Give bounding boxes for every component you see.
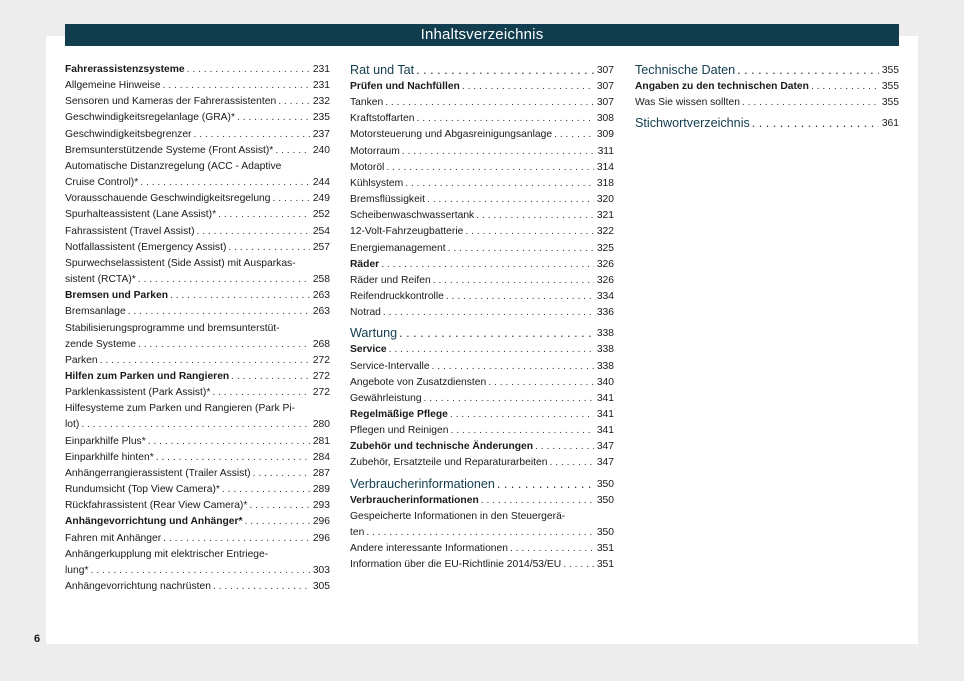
toc-page-number: 284 bbox=[312, 451, 330, 463]
toc-page-number: 240 bbox=[312, 144, 330, 156]
toc-entry[interactable] bbox=[350, 144, 614, 160]
toc-entry[interactable] bbox=[350, 455, 614, 471]
toc-page-number: 258 bbox=[312, 274, 330, 286]
toc-chapter[interactable] bbox=[350, 325, 614, 342]
dot-leader bbox=[476, 208, 594, 224]
toc-entry-title: Fahren mit Anhänger bbox=[65, 532, 162, 544]
dot-leader bbox=[128, 304, 310, 320]
toc-entry-title: Kraftstoffarten bbox=[350, 113, 415, 125]
toc-entry-title: Stichwortverzeichnis bbox=[635, 116, 750, 131]
dot-leader bbox=[389, 342, 594, 358]
toc-entry[interactable] bbox=[350, 192, 614, 208]
dot-leader bbox=[222, 482, 310, 498]
dot-leader bbox=[737, 62, 879, 79]
toc-entry-title: Motorraum bbox=[350, 145, 400, 157]
dot-leader bbox=[432, 359, 594, 375]
toc-entry[interactable] bbox=[350, 208, 614, 224]
toc-entry[interactable] bbox=[350, 391, 614, 407]
toc-page-number: 341 bbox=[596, 408, 614, 420]
toc-entry-title: Parken bbox=[65, 354, 98, 366]
toc-page-number: 252 bbox=[312, 209, 330, 221]
toc-entry[interactable] bbox=[65, 62, 330, 78]
dot-leader bbox=[245, 514, 310, 530]
toc-page-number: 350 bbox=[596, 478, 614, 490]
toc-page-number: 281 bbox=[312, 435, 330, 447]
toc-page-number: 325 bbox=[596, 242, 614, 254]
dot-leader bbox=[554, 127, 594, 143]
toc-entry[interactable] bbox=[65, 514, 330, 530]
toc-entry-title: Rundumsicht (Top View Camera)* bbox=[65, 484, 220, 496]
dot-leader bbox=[399, 325, 594, 342]
toc-page-number: 347 bbox=[596, 457, 614, 469]
toc-entry[interactable] bbox=[65, 482, 330, 498]
toc-page-number: 334 bbox=[596, 291, 614, 303]
toc-page-number: 347 bbox=[596, 441, 614, 453]
toc-entry-title: Hilfen zum Parken und Rangieren bbox=[65, 370, 230, 382]
toc-entry[interactable] bbox=[350, 95, 614, 111]
dot-leader bbox=[170, 288, 310, 304]
toc-page-number: 263 bbox=[312, 306, 330, 318]
dot-leader bbox=[163, 531, 310, 547]
toc-entry-title: Reifendruckkontrolle bbox=[350, 291, 444, 303]
dot-leader bbox=[278, 94, 310, 110]
toc-page-number: 249 bbox=[312, 193, 330, 205]
dot-leader bbox=[448, 241, 594, 257]
toc-column-1 bbox=[65, 62, 330, 595]
toc-entry-title: Angaben zu den technischen Daten bbox=[635, 81, 809, 92]
toc-entry-title: Parklenkassistent (Park Assist)* bbox=[65, 387, 211, 399]
toc-entry[interactable] bbox=[350, 111, 614, 127]
toc-page-number: 287 bbox=[312, 467, 330, 479]
dot-leader bbox=[450, 407, 594, 423]
dot-leader bbox=[231, 369, 310, 385]
toc-entry[interactable] bbox=[65, 450, 330, 466]
toc-entry[interactable] bbox=[65, 207, 330, 223]
toc-page-number: 308 bbox=[596, 113, 614, 125]
dot-leader bbox=[90, 563, 310, 579]
toc-entry-title: lot) bbox=[65, 419, 80, 431]
toc-entry[interactable] bbox=[65, 110, 330, 126]
toc-entry[interactable] bbox=[635, 79, 899, 95]
toc-entry[interactable] bbox=[65, 288, 330, 304]
toc-entry[interactable] bbox=[65, 94, 330, 110]
dot-leader bbox=[417, 111, 595, 127]
toc-entry[interactable] bbox=[350, 257, 614, 273]
toc-page-number: 268 bbox=[312, 338, 330, 350]
toc-entry-line: Stabilisierungsprogramme und bremsunterstüt- bbox=[65, 322, 280, 334]
toc-page-number: 338 bbox=[596, 344, 614, 356]
toc-entry-title: Allgemeine Hinweise bbox=[65, 80, 161, 92]
toc-entry-line: Hilfesysteme zum Parken und Rangieren (Park Pi- bbox=[65, 403, 296, 415]
dot-leader bbox=[148, 434, 310, 450]
dot-leader bbox=[187, 62, 310, 78]
toc-page-number: 307 bbox=[596, 81, 614, 92]
toc-chapter[interactable] bbox=[635, 62, 899, 79]
toc-entry[interactable] bbox=[65, 272, 330, 288]
toc-entry-title: Wartung bbox=[350, 326, 398, 341]
toc-entry[interactable] bbox=[350, 359, 614, 375]
toc-entry-title: Bremsanlage bbox=[65, 306, 126, 318]
toc-entry-title: Räder und Reifen bbox=[350, 274, 431, 286]
toc-entry-title: Zubehör und technische Änderungen bbox=[350, 441, 534, 453]
toc-page-number: 351 bbox=[596, 559, 614, 571]
page-title: Inhaltsverzeichnis bbox=[65, 24, 899, 46]
toc-entry-title: Rat und Tat bbox=[350, 63, 415, 77]
dot-leader bbox=[386, 160, 594, 176]
toc-entry-title: Verbraucherinformationen bbox=[350, 494, 479, 506]
toc-entry-title: Gewährleistung bbox=[350, 392, 422, 404]
toc-entry[interactable] bbox=[350, 160, 614, 176]
toc-page-number: 296 bbox=[312, 516, 330, 528]
dot-leader bbox=[140, 175, 310, 191]
toc-page-number: 341 bbox=[596, 392, 614, 404]
toc-entry-title: Regelmäßige Pflege bbox=[350, 408, 448, 420]
toc-entry[interactable] bbox=[350, 305, 614, 321]
toc-entry[interactable] bbox=[350, 273, 614, 289]
toc-page-number: 326 bbox=[596, 274, 614, 286]
toc-entry-title: Notfallassistent (Emergency Assist) bbox=[65, 241, 227, 253]
toc-entry-title: Bremsen und Parken bbox=[65, 290, 169, 302]
dot-leader bbox=[497, 476, 594, 493]
toc-entry-title: Geschwindigkeitsbegrenzer bbox=[65, 128, 192, 140]
toc-entry-title: Fahrerassistenzsysteme bbox=[65, 64, 185, 75]
toc-page-number: 361 bbox=[881, 118, 899, 130]
toc-page-number: 355 bbox=[881, 65, 899, 76]
toc-page-number: 307 bbox=[596, 97, 614, 109]
toc-entry-title: lung* bbox=[65, 564, 89, 576]
toc-entry[interactable] bbox=[65, 127, 330, 143]
toc-entry-title: Angebote von Zusatzdiensten bbox=[350, 376, 487, 388]
toc-page-number: 244 bbox=[312, 177, 330, 189]
dot-leader bbox=[427, 192, 594, 208]
toc-entry-title: Technische Daten bbox=[635, 63, 736, 77]
toc-entry-title: Pflegen und Reinigen bbox=[350, 425, 449, 437]
toc-entry-title: Information über die EU-Richtlinie 2014/53/EU bbox=[350, 559, 562, 571]
toc-entry-title: Verbraucherinformationen bbox=[350, 476, 495, 491]
dot-leader bbox=[405, 176, 594, 192]
toc-entry-title: Anhängevorrichtung und Anhänger* bbox=[65, 516, 243, 528]
toc-page-number: 326 bbox=[596, 258, 614, 270]
toc-chapter[interactable] bbox=[350, 476, 614, 493]
dot-leader bbox=[510, 541, 594, 557]
toc-page-number: 293 bbox=[312, 500, 330, 512]
toc-entry-title: Einparkhilfe Plus* bbox=[65, 435, 146, 447]
toc-entry-title: Was Sie wissen sollten bbox=[635, 97, 740, 109]
toc-entry[interactable] bbox=[65, 175, 330, 191]
toc-entry-title: Motoröl bbox=[350, 161, 385, 173]
toc-entry[interactable] bbox=[350, 407, 614, 423]
page-number: 6 bbox=[34, 633, 41, 645]
toc-page-number: 322 bbox=[596, 226, 614, 238]
toc-entry-title: Prüfen und Nachfüllen bbox=[350, 81, 460, 92]
dot-leader bbox=[385, 95, 594, 111]
toc-page-number: 340 bbox=[596, 376, 614, 388]
toc-entry[interactable] bbox=[350, 493, 614, 509]
toc-entry[interactable] bbox=[65, 434, 330, 450]
toc-entry-title: Notrad bbox=[350, 307, 381, 319]
toc-entry-line: Gespeicherte Informationen in den Steuergerä- bbox=[350, 510, 566, 522]
dot-leader bbox=[563, 557, 594, 573]
toc-entry-title: Rückfahrassistent (Rear View Camera)* bbox=[65, 500, 248, 512]
toc-entry[interactable] bbox=[350, 127, 614, 143]
toc-page-number: 254 bbox=[312, 225, 330, 237]
toc-entry-title: Räder bbox=[350, 258, 380, 270]
toc-entry-title: Bremsunterstützende Systeme (Front Assist)* bbox=[65, 144, 274, 156]
toc-column-3 bbox=[635, 62, 899, 132]
toc-page-number: 314 bbox=[596, 161, 614, 173]
toc-column-2 bbox=[350, 62, 614, 573]
dot-leader bbox=[163, 78, 310, 94]
toc-page-number: 231 bbox=[312, 80, 330, 92]
dot-leader bbox=[253, 466, 310, 482]
toc-page-number: 280 bbox=[312, 419, 330, 431]
dot-leader bbox=[237, 110, 310, 126]
toc-page-number: 351 bbox=[596, 543, 614, 555]
dot-leader bbox=[194, 127, 311, 143]
toc-page-number: 338 bbox=[596, 360, 614, 372]
dot-leader bbox=[535, 439, 594, 455]
toc-entry-title: ten bbox=[350, 526, 365, 538]
toc-entry-title: 12-Volt-Fahrzeugbatterie bbox=[350, 226, 464, 238]
toc-page-number: 321 bbox=[596, 210, 614, 222]
toc-entry[interactable] bbox=[65, 579, 330, 595]
toc-page-number: 320 bbox=[596, 194, 614, 206]
dot-leader bbox=[416, 62, 594, 79]
toc-entry[interactable] bbox=[65, 563, 330, 579]
toc-page-number: 350 bbox=[596, 526, 614, 538]
toc-page-number: 355 bbox=[881, 97, 899, 109]
toc-entry[interactable] bbox=[65, 466, 330, 482]
toc-page-number: 309 bbox=[596, 129, 614, 141]
dot-leader bbox=[424, 391, 594, 407]
dot-leader bbox=[366, 525, 594, 541]
toc-entry[interactable] bbox=[65, 353, 330, 369]
toc-page-number: 272 bbox=[312, 370, 330, 382]
dot-leader bbox=[138, 337, 310, 353]
toc-page-number: 272 bbox=[312, 387, 330, 399]
toc-page-number: 303 bbox=[312, 564, 330, 576]
toc-entry-title: Anhängevorrichtung nachrüsten bbox=[65, 581, 211, 592]
dot-leader bbox=[811, 79, 879, 95]
toc-page-number: 257 bbox=[312, 241, 330, 253]
dot-leader bbox=[138, 272, 310, 288]
toc-entry-title: Energiemanagement bbox=[350, 242, 446, 254]
dot-leader bbox=[402, 144, 594, 160]
toc-entry[interactable] bbox=[65, 240, 330, 256]
toc-entry[interactable] bbox=[65, 417, 330, 433]
toc-page-number: 237 bbox=[312, 128, 330, 140]
toc-chapter[interactable] bbox=[350, 62, 614, 79]
toc-chapter[interactable] bbox=[635, 115, 899, 132]
toc-entry[interactable] bbox=[350, 241, 614, 257]
toc-entry[interactable] bbox=[350, 176, 614, 192]
toc-entry[interactable] bbox=[350, 557, 614, 573]
toc-entry-title: zende Systeme bbox=[65, 338, 136, 350]
dot-leader bbox=[488, 375, 594, 391]
dot-leader bbox=[465, 224, 594, 240]
dot-leader bbox=[481, 493, 594, 509]
toc-page-number: 296 bbox=[312, 532, 330, 544]
toc-page-number: 336 bbox=[596, 307, 614, 319]
toc-page-number: 263 bbox=[312, 290, 330, 302]
dot-leader bbox=[213, 579, 310, 595]
toc-entry[interactable] bbox=[350, 541, 614, 557]
dot-leader bbox=[218, 207, 310, 223]
dot-leader bbox=[197, 224, 310, 240]
toc-entry[interactable] bbox=[65, 385, 330, 401]
toc-entry[interactable] bbox=[65, 498, 330, 514]
toc-entry[interactable] bbox=[65, 191, 330, 207]
toc-entry[interactable] bbox=[350, 439, 614, 455]
dot-leader bbox=[742, 95, 879, 111]
dot-leader bbox=[383, 305, 594, 321]
toc-entry-title: Einparkhilfe hinten* bbox=[65, 451, 154, 463]
toc-entry[interactable] bbox=[350, 79, 614, 95]
toc-entry-title: Bremsflüssigkeit bbox=[350, 194, 425, 206]
toc-entry[interactable] bbox=[350, 289, 614, 305]
toc-page-number: 318 bbox=[596, 177, 614, 189]
toc-page-number: 355 bbox=[881, 81, 899, 92]
toc-entry-title: Cruise Control)* bbox=[65, 177, 139, 189]
toc-entry[interactable] bbox=[65, 337, 330, 353]
dot-leader bbox=[462, 79, 594, 95]
toc-entry-title: Motorsteuerung und Abgasreinigungsanlage bbox=[350, 129, 553, 141]
dot-leader bbox=[433, 273, 594, 289]
toc-page-number: 307 bbox=[596, 65, 614, 76]
dot-leader bbox=[752, 115, 879, 132]
toc-page-number: 272 bbox=[312, 354, 330, 366]
toc-page-number: 231 bbox=[312, 64, 330, 75]
toc-entry-title: Sensoren und Kameras der Fahrerassistenten bbox=[65, 96, 277, 108]
toc-page-number: 350 bbox=[596, 494, 614, 506]
dot-leader bbox=[100, 353, 310, 369]
toc-entry[interactable] bbox=[350, 342, 614, 358]
dot-leader bbox=[549, 455, 594, 471]
toc-entry-title: Vorausschauende Geschwindigkeitsregelung bbox=[65, 193, 271, 205]
toc-page-number: 235 bbox=[312, 112, 330, 124]
toc-entry-title: Tanken bbox=[350, 97, 384, 109]
toc-entry-title: Anhängerrangierassistent (Trailer Assist) bbox=[65, 467, 251, 479]
toc-entry-title: Geschwindigkeitsregelanlage (GRA)* bbox=[65, 112, 235, 124]
toc-entry-title: Service bbox=[350, 344, 387, 356]
toc-entry[interactable] bbox=[350, 423, 614, 439]
toc-entry-title: Zubehör, Ersatzteile und Reparaturarbeiten bbox=[350, 457, 548, 469]
dot-leader bbox=[81, 417, 310, 433]
toc-entry-title: Spurhalteassistent (Lane Assist)* bbox=[65, 209, 217, 221]
toc-entry[interactable] bbox=[350, 525, 614, 541]
toc-entry[interactable] bbox=[350, 375, 614, 391]
dot-leader bbox=[450, 423, 594, 439]
dot-leader bbox=[212, 385, 310, 401]
toc-entry-title: Kühlsystem bbox=[350, 177, 404, 189]
toc-page-number: 289 bbox=[312, 484, 330, 496]
dot-leader bbox=[446, 289, 594, 305]
toc-entry[interactable] bbox=[65, 369, 330, 385]
toc-entry-line: Automatische Distanzregelung (ACC - Adaptive bbox=[65, 160, 282, 172]
toc-entry[interactable] bbox=[65, 78, 330, 94]
toc-entry[interactable] bbox=[350, 224, 614, 240]
toc-entry-title: Service-Intervalle bbox=[350, 360, 430, 372]
dot-leader bbox=[249, 498, 310, 514]
dot-leader bbox=[275, 143, 310, 159]
toc-page-number: 311 bbox=[597, 145, 614, 157]
toc-entry-title: Andere interessante Informationen bbox=[350, 543, 508, 555]
toc-entry-title: Fahrassistent (Travel Assist) bbox=[65, 225, 195, 237]
dot-leader bbox=[228, 240, 310, 256]
dot-leader bbox=[381, 257, 594, 273]
toc-entry[interactable] bbox=[65, 304, 330, 320]
toc-page-number: 341 bbox=[596, 425, 614, 437]
toc-entry-title: sistent (RCTA)* bbox=[65, 274, 136, 286]
toc-entry[interactable] bbox=[65, 224, 330, 240]
toc-entry[interactable] bbox=[65, 531, 330, 547]
toc-page-number: 232 bbox=[312, 96, 330, 108]
toc-entry[interactable] bbox=[635, 95, 899, 111]
toc-entry-line: Anhängerkupplung mit elektrischer Entriege- bbox=[65, 548, 269, 560]
toc-page-number: 305 bbox=[312, 581, 330, 592]
toc-entry-line: Spurwechselassistent (Side Assist) mit Ausparkas- bbox=[65, 257, 296, 269]
dot-leader bbox=[156, 450, 310, 466]
toc-page-number: 338 bbox=[596, 328, 614, 340]
dot-leader bbox=[273, 191, 310, 207]
toc-entry[interactable] bbox=[65, 143, 330, 159]
toc-entry-title: Scheibenwaschwassertank bbox=[350, 210, 475, 222]
